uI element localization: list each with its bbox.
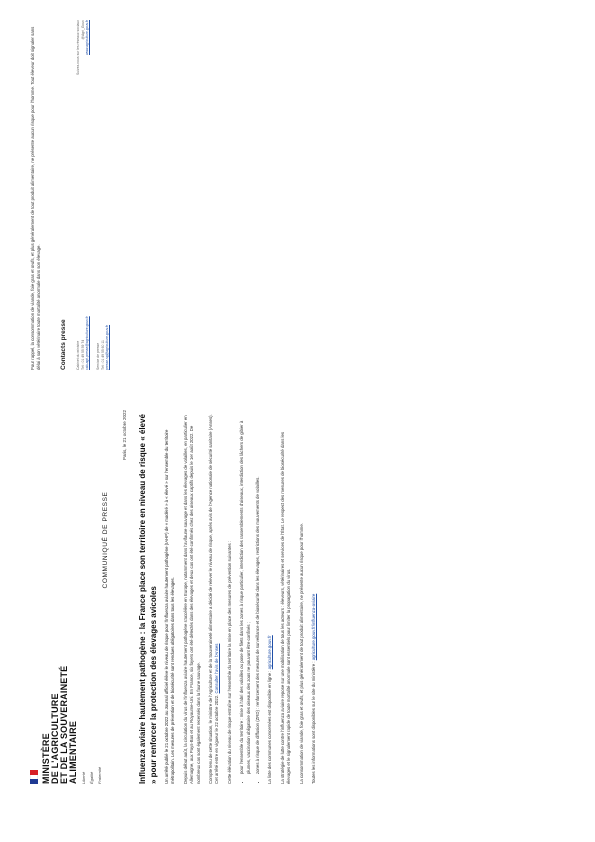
motto-fraternite: Fraternité [97, 766, 102, 784]
contact-block-press [96, 250, 110, 370]
marianne-flag-icon [30, 770, 38, 784]
paragraph-communes-text: La liste des communes concernées est disponible en ligne : [267, 670, 273, 784]
list-item: • pour l'ensemble du territoire : mise à l'abri des volailles ou pose de filets dans les zones à risque particulier, interdiction des rassemblements d'oiseaux, interdiction des lâchers de gibier à plumes, vaccination obligatoire des oiseaux des zoos ne pouvant être confinés ; [239, 414, 252, 774]
paragraph-more-info-text: Toutes les informations sont disponibles sur le site du ministère : [311, 661, 317, 784]
website-link[interactable]: www.agriculture.gouv.fr [85, 20, 90, 55]
right-column [22, 10, 542, 370]
paragraph-measures-intro: Cette élévation du niveau de risque entraîne sur l'ensemble du territoire la mise en place des mesures de prévention suivantes : [226, 540, 232, 784]
paragraph-strategy: La stratégie de lutte contre l'influenza aviaire repose sur une mobilisation de tous les acteurs : éleveurs, vétérinaires et services de l'État. Le respect des mesures de biosécurité dans les élevages et le signalement rapide de toute mortalité anormale sont essentiels pour limiter la propagation du virus. [279, 431, 292, 784]
left-column [22, 400, 542, 800]
motto-liberte: Liberté [81, 771, 86, 784]
contact-phone: Tél : 01 49 55 60 11 [100, 340, 105, 370]
anses-link[interactable]: Consulter l'avis de l'Anses [214, 643, 220, 694]
document-type: COMMUNIQUÉ DE PRESSE [102, 491, 109, 589]
paragraph-communes [267, 414, 273, 784]
paragraph-intro: Un arrêté publié le 21 octobre 2022 au Journal officiel élève le niveau de risque pour l'influenza aviaire hautement pathogène (IAHP) de « modéré » à « élevé » sur l'ensemble du territoire métropolitain. Les mesures de prévention et de biosécurité sont rendues obligatoires dans tous les élevages. [164, 429, 176, 784]
paragraph-more-info [311, 414, 317, 784]
ministry-name-line3: ET DE LA SOUVERAINETÉ [59, 665, 69, 784]
ministry-name-line2: DE L'AGRICULTURE [50, 693, 60, 784]
ministry-name-line4: ALIMENTAIRE [68, 720, 78, 784]
paragraph-decision [208, 414, 221, 784]
contact-name: Cabinet du ministre [76, 340, 80, 370]
communes-link[interactable]: agriculture.gouv.fr [267, 635, 273, 670]
ministry-name-line1: MINISTÈRE [41, 733, 51, 784]
page-title: Influenza aviaire hautement pathogène : la France place son territoire en niveau de risque « élevé » pour renforcer la protection des élevages avicoles [138, 414, 158, 784]
contact-email-link[interactable]: presse.sg@agriculture.gouv.fr [105, 324, 110, 370]
press-release-sheet [22, 10, 542, 800]
motto-egalite: Égalité [89, 771, 94, 784]
contact-block-cabinet [76, 250, 90, 370]
paragraph-consumption: La consommation de viande, foie gras et œufs, et plus généralement de tout produit alimentaire, ne présente aucun risque pour l'homme. [298, 523, 304, 784]
contact-phone: Tél : 01 49 55 59 74 [80, 339, 85, 370]
right-intro-text: Pour rappel, la consommation de viande, foie gras et œufs, et plus généralement de tout produit alimentaire, ne présente aucun risque pour l'homme. Tout éleveur doit signaler sans délai à son vétérinaire toute mortalité anormale dans son élevage. [30, 26, 42, 370]
measures-list [239, 414, 261, 784]
contacts-title: Contacts presse [60, 319, 67, 370]
paragraph-situation: Depuis début août, la circulation du virus de l'influenza aviaire hautement pathogène s'accélère en Europe, notamment dans l'avifaune sauvage et dans les élevages de volailles, en particulier en Allemagne, aux Pays-Bas et au Royaume-Uni. En France, six foyers ont été détectés dans des élevages et deux cas ont été confirmés chez des oiseaux captifs depuis le 1er août 2022. De nombreux cas sont également recensés dans la faune sauvage. [182, 415, 201, 784]
contact-name: Service de presse [96, 342, 100, 370]
list-item: • zones à risque de diffusion (ZRD) : renforcement des mesures de surveillance et de biosécurité dans les élevages, restrictions des mouvements de volailles. [255, 414, 261, 774]
contact-handle: @Agri_Gouv [80, 20, 85, 40]
paragraph-decision-text: Compte tenu de cette situation, le ministre de l'Agriculture et de la Souveraineté alimentaire a décidé de relever le niveau de risque, après avis de l'Agence nationale de sécurité sanitaire (Anses). Cet arrêté entre en vigueur le 22 octobre 2022. [208, 414, 220, 784]
body-text [164, 414, 324, 784]
ministry-logo [30, 654, 102, 784]
contact-email-link[interactable]: cab-agri.presse@agriculture.gouv.fr [85, 316, 90, 370]
document-date: Paris, le 21 octobre 2022 [122, 410, 127, 461]
contact-name: Suivez-nous sur les réseaux sociaux [76, 20, 80, 76]
contact-block-social [76, 20, 90, 140]
ministry-site-link[interactable]: agriculture.gouv.fr/influenza-aviaire [311, 593, 317, 661]
